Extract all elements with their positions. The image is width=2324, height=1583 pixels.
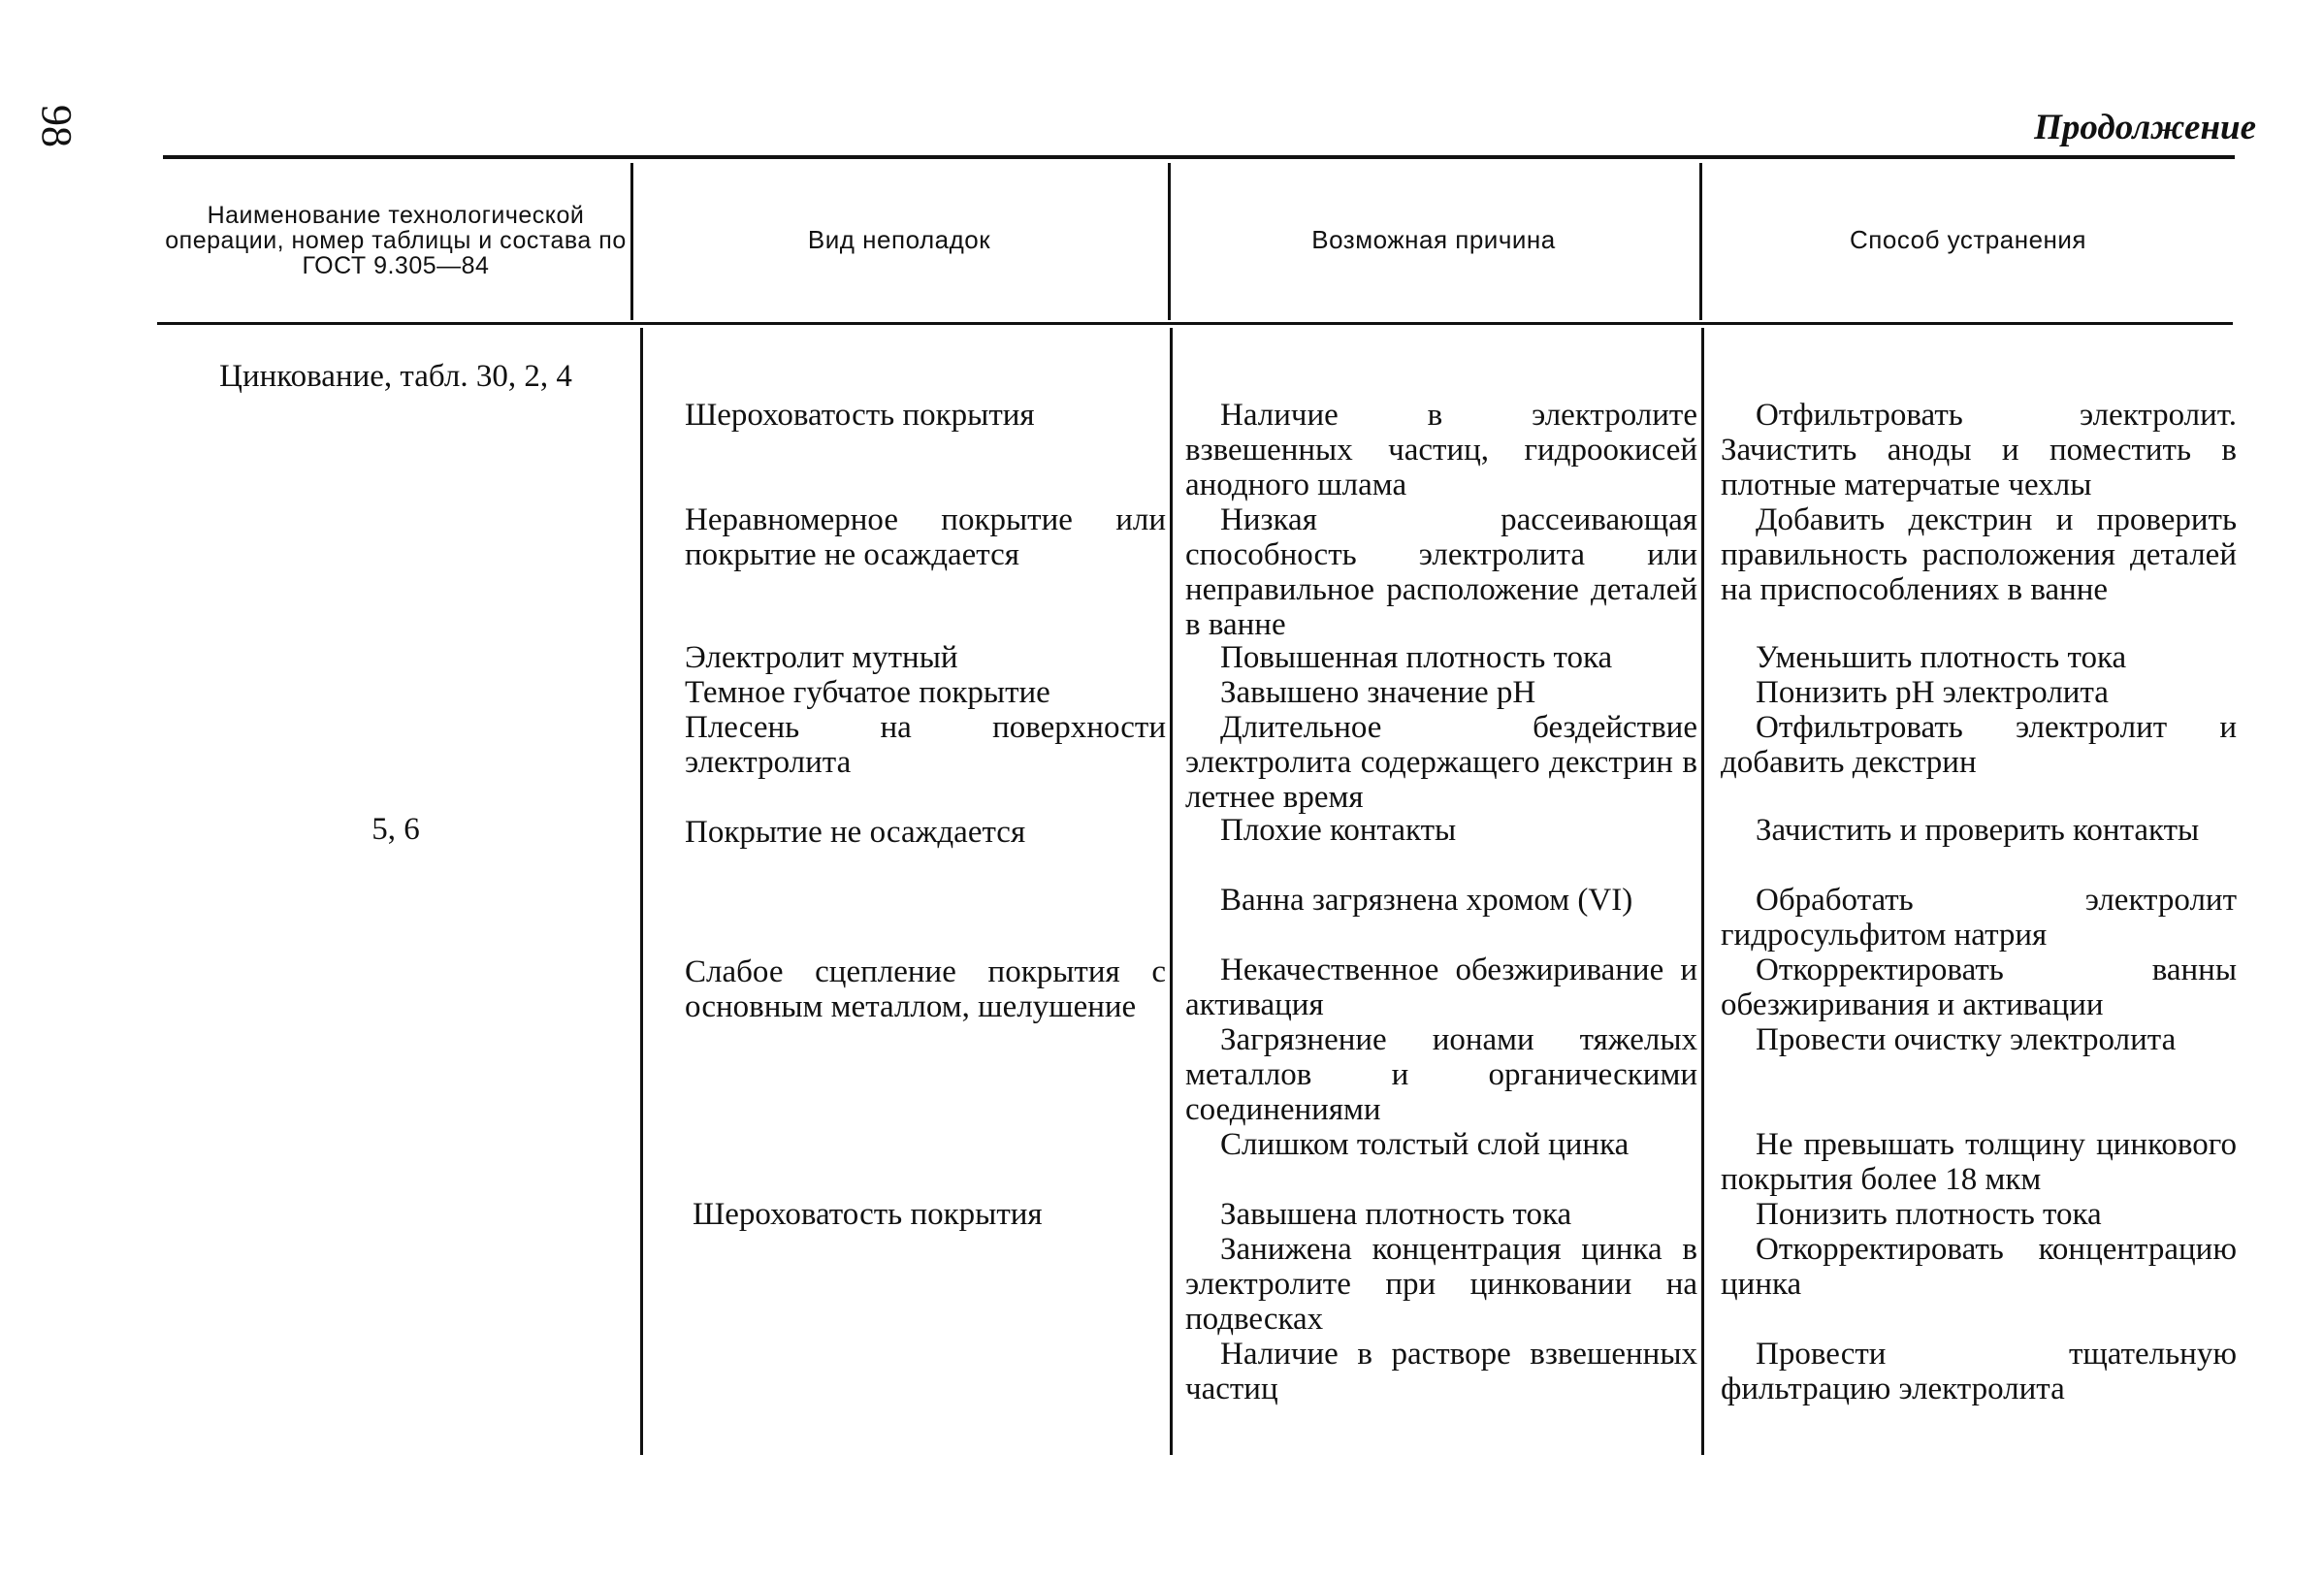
defect-cell: Электролит мутный [685, 640, 958, 675]
remedy-cell: Добавить декстрин и проверить правильность расположения деталей на приспособлениях в ванне [1721, 502, 2237, 607]
defect-cell: Плесень на поверхности электролита [685, 710, 1166, 780]
remedy-cell: Не превышать толщину цинкового покрытия более 18 мкм [1721, 1127, 2237, 1197]
remedy-cell: Понизить плотность тока [1756, 1197, 2102, 1232]
table-vline-body-1 [640, 328, 643, 1455]
remedy-cell: Обработать электролит гидросульфитом натрия [1721, 883, 2237, 953]
table-header-rule [157, 322, 2233, 325]
cause-cell: Повышенная плотность тока [1220, 640, 1613, 675]
table-vline-body-2 [1170, 328, 1173, 1455]
cause-cell: Длительное бездействие электролита содержащего декстрин в летнее время [1185, 710, 1697, 815]
page-number: 98 [33, 105, 81, 147]
defect-cell: Шероховатость покрытия [685, 398, 1035, 433]
remedy-cell: Откорректировать ванны обезжиривания и активации [1721, 953, 2237, 1022]
operation-cell: Цинкование, табл. 30, 2, 4 [219, 359, 572, 394]
defect-cell: Покрытие не осаждается [685, 815, 1026, 850]
cause-cell: Наличие в растворе взвешенных частиц [1185, 1337, 1697, 1406]
continuation-label: Продолжение [2034, 108, 2256, 147]
cause-cell: Занижена концентрация цинка в электролите при цинковании на подвесках [1185, 1232, 1697, 1337]
defect-cell: Слабое сцепление покрытия с основным металлом, шелушение [685, 954, 1166, 1024]
operation-cell: 5, 6 [371, 812, 420, 847]
header-remedy: Способ устранения [1850, 225, 2086, 255]
cause-cell: Некачественное обезжиривание и активация [1185, 953, 1697, 1022]
cause-cell: Ванна загрязнена хромом (VI) [1220, 883, 1633, 918]
remedy-cell: Провести очистку электролита [1756, 1022, 2177, 1057]
cause-cell: Завышена плотность тока [1220, 1197, 1572, 1232]
remedy-cell: Провести тщательную фильтрацию электролита [1721, 1337, 2237, 1406]
cause-cell: Слишком толстый слой цинка [1220, 1127, 1630, 1162]
cause-cell: Завышено значение pH [1220, 675, 1536, 710]
table-vline-1 [630, 163, 633, 320]
defect-cell: Неравномерное покрытие или покрытие не осаждается [685, 502, 1166, 572]
cause-cell: Плохие контакты [1220, 813, 1457, 848]
table-top-rule [163, 155, 2235, 159]
remedy-cell: Откорректировать концентрацию цинка [1721, 1232, 2237, 1302]
table-vline-2 [1168, 163, 1171, 320]
cause-cell: Низкая рассеивающая способность электролита или неправильное расположение деталей в ванне [1185, 502, 1697, 642]
table-vline-3 [1699, 163, 1702, 320]
table-vline-body-3 [1701, 328, 1704, 1455]
defect-cell: Шероховатость покрытия [693, 1197, 1043, 1232]
header-defect: Вид неполадок [807, 225, 991, 255]
defect-cell: Темное губчатое покрытие [685, 675, 1050, 710]
remedy-cell: Отфильтровать электролит. Зачистить аноды и поместить в плотные матерчатые чехлы [1721, 398, 2237, 502]
cause-cell: Наличие в электролите взвешенных частиц, гидроокисей анодного шлама [1185, 398, 1697, 502]
remedy-cell: Уменьшить плотность тока [1756, 640, 2127, 675]
remedy-cell: Отфильтровать электролит и добавить декстрин [1721, 710, 2237, 780]
header-operation: Наименование технологической операции, номер таблицы и состава по ГОСТ 9.305—84 [165, 201, 627, 280]
remedy-cell: Понизить pH электролита [1756, 675, 2109, 710]
header-cause: Возможная причина [1311, 225, 1556, 255]
remedy-cell: Зачистить и проверить контакты [1756, 813, 2200, 848]
cause-cell: Загрязнение ионами тяжелых металлов и органическими соединениями [1185, 1022, 1697, 1127]
